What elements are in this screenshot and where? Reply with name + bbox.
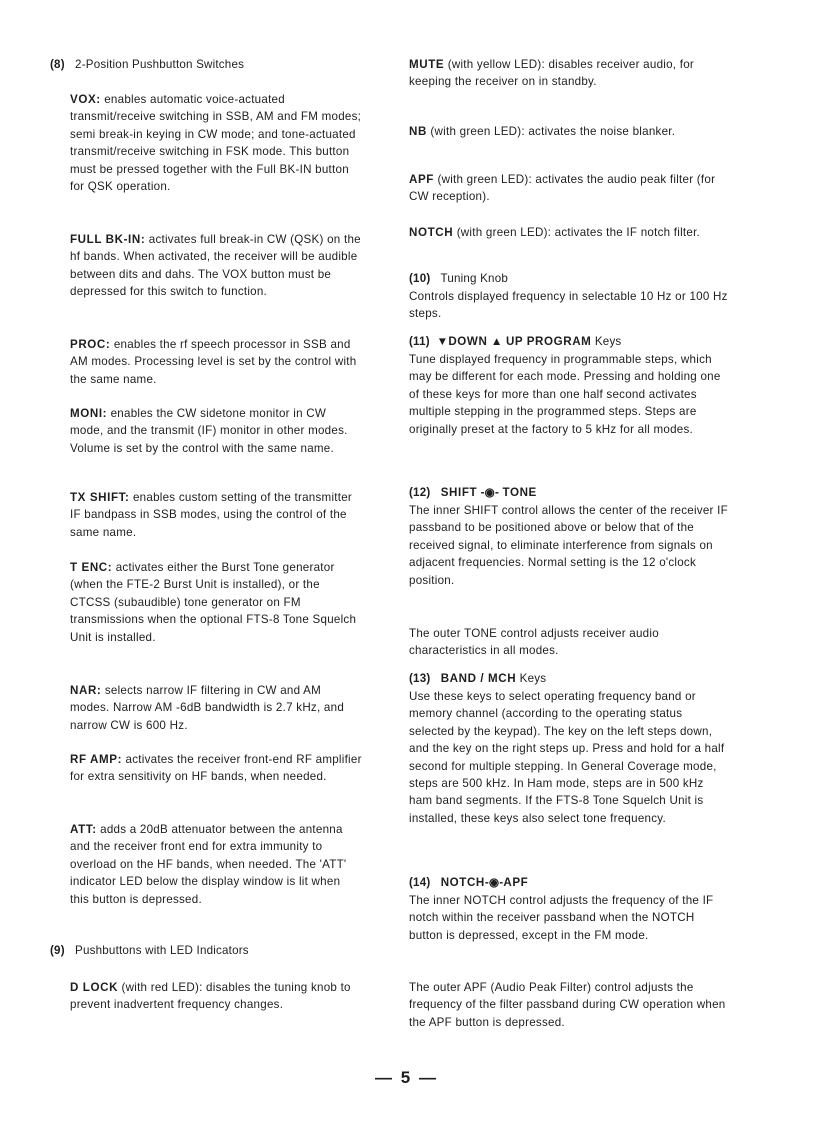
d-lock-paragraph: D LOCK (with red LED): disables the tuning knob to prevent inadvertent frequency changes. bbox=[70, 981, 351, 1012]
knob-icon: -◉- bbox=[480, 486, 500, 499]
tuning-knob-paragraph: Controls displayed frequency in selectable 10 Hz or 100 Hz steps. bbox=[409, 290, 728, 321]
section-number: (10) bbox=[409, 272, 431, 285]
up-triangle-icon: ▲ bbox=[490, 335, 503, 348]
proc-paragraph: PROC: enables the rf speech processor in SSB and AM modes. Processing level is set by the control with the same name. bbox=[70, 338, 357, 386]
section-title: Pushbuttons with LED Indicators bbox=[75, 944, 249, 957]
section-title: 2-Position Pushbutton Switches bbox=[75, 58, 245, 71]
band-mch-paragraph: Use these keys to select operating frequency band or memory channel (according to the operating status selected by the keypad). The key on the left steps down, and the key on the right steps up. Press and hold for a half second for multiple stepping. In General Coverage mode, steps are 500 kHz. In Ham mode, steps are in 500 kHz ham band segments. If the FTS-8 Tone Squelch Unit is installed, these keys also select tone frequency. bbox=[409, 690, 725, 825]
t-enc-paragraph: T ENC: activates either the Burst Tone generator (when the FTE-2 Burst Unit is installed), or the CTCSS (subaudible) tone generator on FM transmissions when the optional FTS-8 Tone Squelch Unit is installed. bbox=[70, 561, 357, 644]
section-number: (14) bbox=[409, 876, 431, 889]
notch-paragraph: NOTCH (with green LED): activates the IF notch filter. bbox=[409, 226, 701, 239]
down-triangle-icon: ▼ bbox=[436, 335, 449, 348]
section-number: (12) bbox=[409, 486, 431, 499]
tone-paragraph: The outer TONE control adjusts receiver audio characteristics in all modes. bbox=[409, 627, 659, 658]
section-13-heading: (13) BAND / MCH Keys bbox=[409, 672, 547, 685]
section-8-heading bbox=[50, 56, 244, 73]
section-number: (9) bbox=[50, 944, 65, 957]
page-number: — 5 — bbox=[375, 1068, 438, 1087]
knob-icon: -◉- bbox=[484, 876, 504, 889]
full-bk-in-paragraph: FULL BK-IN: activates full break-in CW (QSK) on the hf bands. When activated, the receiver will be audible between dits and dahs. The VOX button must be depressed for this switch to function. bbox=[70, 233, 361, 299]
section-14-heading: (14) NOTCH-◉-APF bbox=[409, 876, 529, 889]
shift-paragraph: The inner SHIFT control allows the center of the receiver IF passband to be positioned above or below that of the received signal, to eliminate interference from signals on adjacent frequencies. Normal setting is the 12 o'clock position. bbox=[409, 504, 728, 587]
mute-paragraph: MUTE (with yellow LED): disables receiver audio, for keeping the receiver on in standby. bbox=[409, 58, 695, 89]
apf-paragraph: APF (with green LED): activates the audio peak filter (for CW reception). bbox=[409, 173, 716, 204]
program-keys-paragraph: Tune displayed frequency in programmable steps, which may be different for each mode. Pressing and holding one of these keys for more than one half second activates multiple stepping in the programmed steps. Steps are originally preset at the factory to 5 kHz for all modes. bbox=[409, 353, 721, 436]
section-12-heading: (12) SHIFT -◉- TONE bbox=[409, 486, 537, 499]
section-9-heading bbox=[50, 942, 249, 959]
tx-shift-paragraph: TX SHIFT: enables custom setting of the transmitter IF bandpass in SSB modes, using the control of the same name. bbox=[70, 491, 353, 539]
section-number: (13) bbox=[409, 672, 431, 685]
rf-amp-paragraph: RF AMP: activates the receiver front-end RF amplifier for extra sensitivity on HF bands, when needed. bbox=[70, 753, 362, 784]
moni-paragraph: MONI: enables the CW sidetone monitor in CW mode, and the transmit (IF) monitor in other modes. Volume is set by the control with the same name. bbox=[70, 407, 348, 455]
vox-paragraph: VOX: enables automatic voice-actuated transmit/receive switching in SSB, AM and FM modes; semi break-in keying in CW mode; and tone-actuated transmit/receive switching in FSK mode. This button must be pressed together with the Full BK-IN button for QSK operation. bbox=[70, 93, 362, 194]
section-number: (8) bbox=[50, 58, 65, 71]
section-10-heading bbox=[409, 270, 508, 287]
nb-paragraph: NB (with green LED): activates the noise blanker. bbox=[409, 125, 676, 138]
section-number: (11) bbox=[409, 335, 430, 348]
apf-control-paragraph: The outer APF (Audio Peak Filter) control adjusts the frequency of the filter passband during CW operation when the APF button is depressed. bbox=[409, 981, 726, 1029]
notch-control-paragraph: The inner NOTCH control adjusts the frequency of the IF notch within the receiver passband when the NOTCH button is depressed, except in the FM mode. bbox=[409, 894, 714, 942]
section-title: Tuning Knob bbox=[440, 272, 509, 285]
nar-paragraph: NAR: selects narrow IF filtering in CW and AM modes. Narrow AM -6dB bandwidth is 2.7 kHz, and narrow CW is 600 Hz. bbox=[70, 684, 345, 732]
att-paragraph: ATT: adds a 20dB attenuator between the antenna and the receiver front end for extra immunity to overload on the HF bands, when needed. The 'ATT' indicator LED below the display window is lit when this button is depressed. bbox=[70, 823, 347, 906]
section-11-heading: (11) ▼DOWN ▲ UP PROGRAM Keys bbox=[409, 335, 622, 348]
